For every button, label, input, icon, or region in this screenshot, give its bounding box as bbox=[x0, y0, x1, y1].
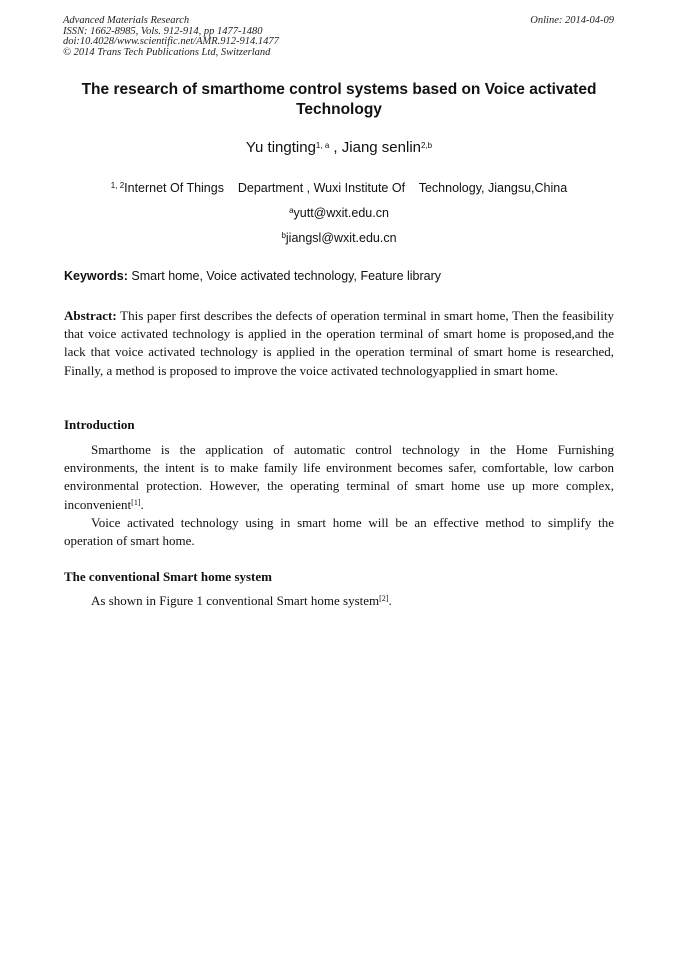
author-separator: , bbox=[329, 139, 342, 156]
introduction-p1-text: Smarthome is the application of automatic control technology in the Home Furnishing environments, the intent is to make family life environment becomes safer, comfortable, low carbon environmental protection. However, the operating terminal of smart home use up more complex, inconvenient bbox=[64, 442, 614, 512]
conventional-p1-text: As shown in Figure 1 conventional Smart home system bbox=[91, 593, 380, 608]
email-b-line bbox=[62, 230, 616, 246]
author-line bbox=[62, 138, 616, 158]
email-b[interactable]: jiangsl@wxit.edu.cn bbox=[285, 231, 397, 245]
email-a[interactable]: yutt@wxit.edu.cn bbox=[293, 206, 389, 220]
abstract bbox=[64, 307, 614, 380]
conventional-paragraph-1 bbox=[64, 592, 614, 610]
conventional-system-heading: The conventional Smart home system bbox=[64, 569, 272, 584]
keywords bbox=[64, 268, 614, 284]
journal-issn: ISSN: 1662-8985, Vols. 912-914, pp 1477-1480 bbox=[63, 25, 263, 37]
introduction-p1-end: . bbox=[140, 496, 144, 512]
introduction-heading: Introduction bbox=[64, 417, 135, 432]
author-2: Jiang senlin bbox=[341, 139, 421, 156]
journal-doi: doi:10.4028/www.scientific.net/AMR.912-914.1477 bbox=[63, 36, 279, 47]
email-a-marker: a bbox=[289, 206, 294, 215]
abstract-label: Abstract: bbox=[64, 308, 117, 323]
email-b-marker: b bbox=[281, 231, 286, 240]
introduction-body bbox=[64, 441, 614, 550]
journal-header bbox=[63, 16, 279, 58]
author-1-marker: 1, a bbox=[315, 141, 330, 150]
conventional-system-body bbox=[64, 592, 614, 610]
affiliation-marker: 1, 2 bbox=[110, 181, 125, 190]
online-date: Online: 2014-04-09 bbox=[530, 15, 614, 26]
affiliation bbox=[62, 180, 616, 196]
introduction-paragraph-1 bbox=[64, 441, 614, 514]
journal-name: Advanced Materials Research bbox=[63, 15, 190, 26]
affiliation-text: Internet Of Things Department , Wuxi Institute Of Technology, Jiangsu,China bbox=[124, 181, 568, 195]
author-1: Yu tingting bbox=[245, 139, 316, 156]
conventional-p1-end: . bbox=[388, 593, 392, 608]
introduction-paragraph-2: Voice activated technology using in smart home will be an effective method to simplify the operation of smart home. bbox=[64, 514, 614, 549]
journal-copyright: © 2014 Trans Tech Publications Ltd, Switzerland bbox=[63, 46, 271, 58]
keywords-text: Smart home, Voice activated technology, Feature library bbox=[127, 269, 442, 283]
email-a-line bbox=[62, 205, 616, 221]
keywords-label: Keywords: bbox=[64, 269, 128, 283]
citation-2[interactable]: [2] bbox=[379, 594, 389, 603]
paper-title: The research of smarthome control systems based on Voice activated Technology bbox=[81, 81, 597, 118]
citation-1[interactable]: [1] bbox=[131, 497, 141, 507]
author-2-marker: 2,b bbox=[421, 141, 433, 150]
abstract-text: This paper first describes the defects of operation terminal in smart home, Then the feasibility that voice activated technology is applied in the operation terminal of smart home is proposed,and the lack that voice activated technology is applied in the operation terminal of smart home is researched, Finally, a method is proposed to improve the voice activated technologyapplied in smart home. bbox=[64, 308, 614, 378]
